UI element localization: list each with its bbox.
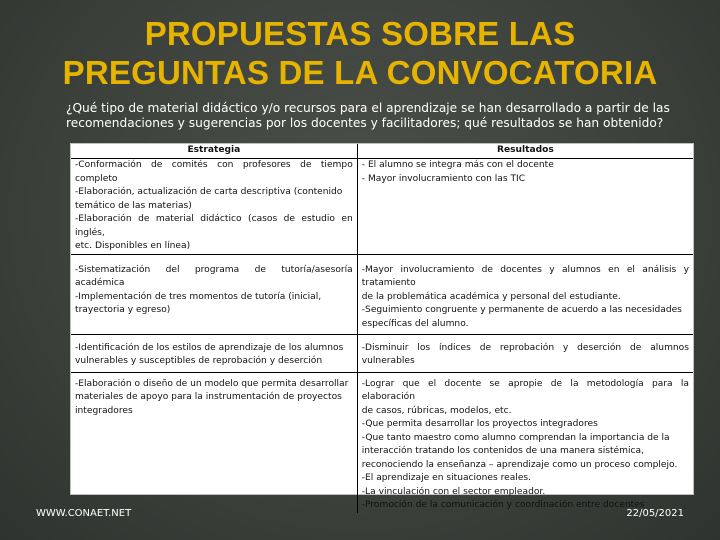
cell-line: -Mayor involucramiento de docentes y alumnos en el análisis y tratamiento [361,264,689,288]
header-strategy: Estrategia [71,144,357,159]
table-row [71,334,693,372]
cell-line: de la problemática académica y personal del estudiante. [361,291,621,302]
results-cell [357,334,693,372]
strategy-cell [71,254,357,334]
footer-website: WWW.CONAET.NET [36,508,132,519]
cell-line: vulnerables y susceptibles de reprobación y deserción [75,356,323,366]
results-cell [357,372,693,513]
table-row [71,159,693,255]
question-line-2: recomendaciones y sugerencias por los docentes y facilitadores; qué resultados se han obtenido? [66,116,664,130]
cell-line: -Disminuir los índices de reprobación y deserción de alumnos vulnerables [361,342,689,366]
strategy-cell [71,372,357,513]
cell-line: -Sistematización del programa de tutoría/asesoría académica [75,264,353,288]
table-header-row [71,144,693,159]
cell-line: materiales de apoyo para la instrumentación de proyectos [75,392,342,402]
cell-line: de casos, rúbricas, modelos, etc. [361,405,512,416]
cell-line: -Conformación de comités con profesores de tiempo completo [75,160,353,184]
cell-line: temático de las materias) [75,200,192,211]
slide-title [0,14,720,92]
cell-line: -Implementación de tres momentos de tutoría (inicial, [75,291,322,302]
cell-line: -Lograr que el docente se apropie de la metodología para la elaboración [361,378,689,402]
results-cell [357,159,693,255]
cell-line: -Elaboración de material didáctico (casos de estudio en inglés, [75,214,353,238]
cell-line: -Elaboración, actualización de carta descriptiva (contenido [75,187,343,197]
cell-line: reconociendo la enseñanza – aprendizaje como un proceso complejo. [361,459,678,470]
slide-title-line-1: PROPUESTAS SOBRE LAS [144,15,576,52]
table-panel [70,143,694,510]
cell-line: -Que tanto maestro como alumno comprendan la importancia de la [361,432,670,443]
question-line-1: ¿Qué tipo de material didáctico y/o recursos para el aprendizaje se han desarrollado a partir de las [66,101,670,115]
strategy-cell [71,334,357,372]
table-row [71,372,693,513]
cell-line: - Mayor involucramiento con las TIC [361,173,526,184]
question-text [66,101,706,131]
cell-line: integradores [75,405,133,416]
cell-line: trayectoria y egreso) [75,305,171,315]
cell-line: -Promoción de la comunicación y coordinación entre docentes [361,500,645,510]
strategy-results-table [71,144,693,513]
header-results: Resultados [357,144,693,159]
results-cell [357,254,693,334]
cell-line: -El aprendizaje en situaciones reales. [361,473,532,483]
cell-line: -Elaboración o diseño de un modelo que permita desarrollar [75,378,349,389]
table-row [71,254,693,334]
footer-date: 22/05/2021 [626,508,684,519]
cell-line: específicas del alumno. [361,318,469,329]
cell-line: etc. Disponibles en línea) [75,241,191,251]
cell-line: -La vinculación con el sector empleador. [361,486,546,497]
cell-line: -Seguimiento congruente y permanente de acuerdo a las necesidades [361,305,682,315]
cell-line: interacción tratando los contenidos de una manera sistémica, [361,446,644,456]
cell-line: -Que permita desarrollar los proyectos integradores [361,419,598,429]
cell-line: - El alumno se integra más con el docente [361,160,554,170]
strategy-cell [71,159,357,255]
cell-line: -Identificación de los estilos de aprendizaje de los alumnos [75,342,344,353]
slide-title-line-2: PREGUNTAS DE LA CONVOCATORIA [62,54,658,91]
